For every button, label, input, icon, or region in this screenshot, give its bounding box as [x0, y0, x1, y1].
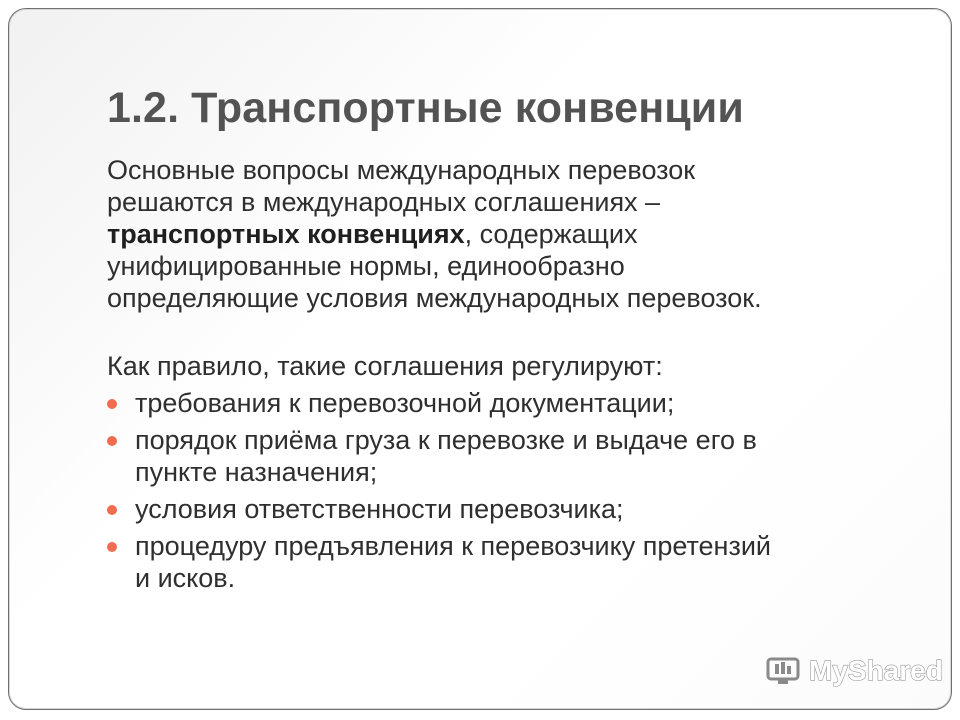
- bullet-dot-icon: [107, 436, 117, 446]
- bullet-text: условия ответственности перевозчика;: [135, 494, 624, 524]
- slide-content: [107, 154, 897, 594]
- slide-title: 1.2. Транспортные конвенции: [107, 84, 744, 132]
- bullet-text-continuation: и исков.: [135, 563, 236, 593]
- bullet-item: [107, 493, 897, 525]
- bullet-text-continuation: пункте назначения;: [135, 457, 378, 487]
- watermark-text: MyShared: [809, 655, 943, 686]
- intro-line-4: унифицированные нормы, единообразно: [107, 251, 625, 281]
- bullet-item: [107, 424, 897, 488]
- bullet-item: [107, 530, 897, 594]
- intro-line-2: решаются в международных соглашениях –: [107, 187, 661, 217]
- intro-paragraph: [107, 154, 897, 314]
- bullet-dot-icon: [107, 399, 117, 409]
- intro-line-5: определяющие условия международных перевозок.: [107, 283, 762, 313]
- bullet-text: процедуру предъявления к перевозчику претензий: [135, 531, 772, 561]
- mysha-logo-icon: [766, 656, 800, 686]
- bullet-text: требования к перевозочной документации;: [135, 388, 675, 418]
- mysha-watermark: [766, 652, 957, 690]
- bullet-text: порядок приёма груза к перевозке и выдаче его в: [135, 425, 757, 455]
- bullet-dot-icon: [107, 505, 117, 515]
- bullet-list: [107, 387, 897, 594]
- intro-line-3-rest: , содержащих: [464, 219, 638, 249]
- intro-bold-term: транспортных конвенциях: [107, 219, 465, 249]
- bullet-item: [107, 387, 897, 419]
- mysha-wordmark: [807, 652, 957, 690]
- lead-sentence: Как правило, такие соглашения регулируют:: [107, 351, 663, 381]
- intro-line-1: Основные вопросы международных перевозок: [107, 155, 696, 185]
- bullet-dot-icon: [107, 542, 117, 552]
